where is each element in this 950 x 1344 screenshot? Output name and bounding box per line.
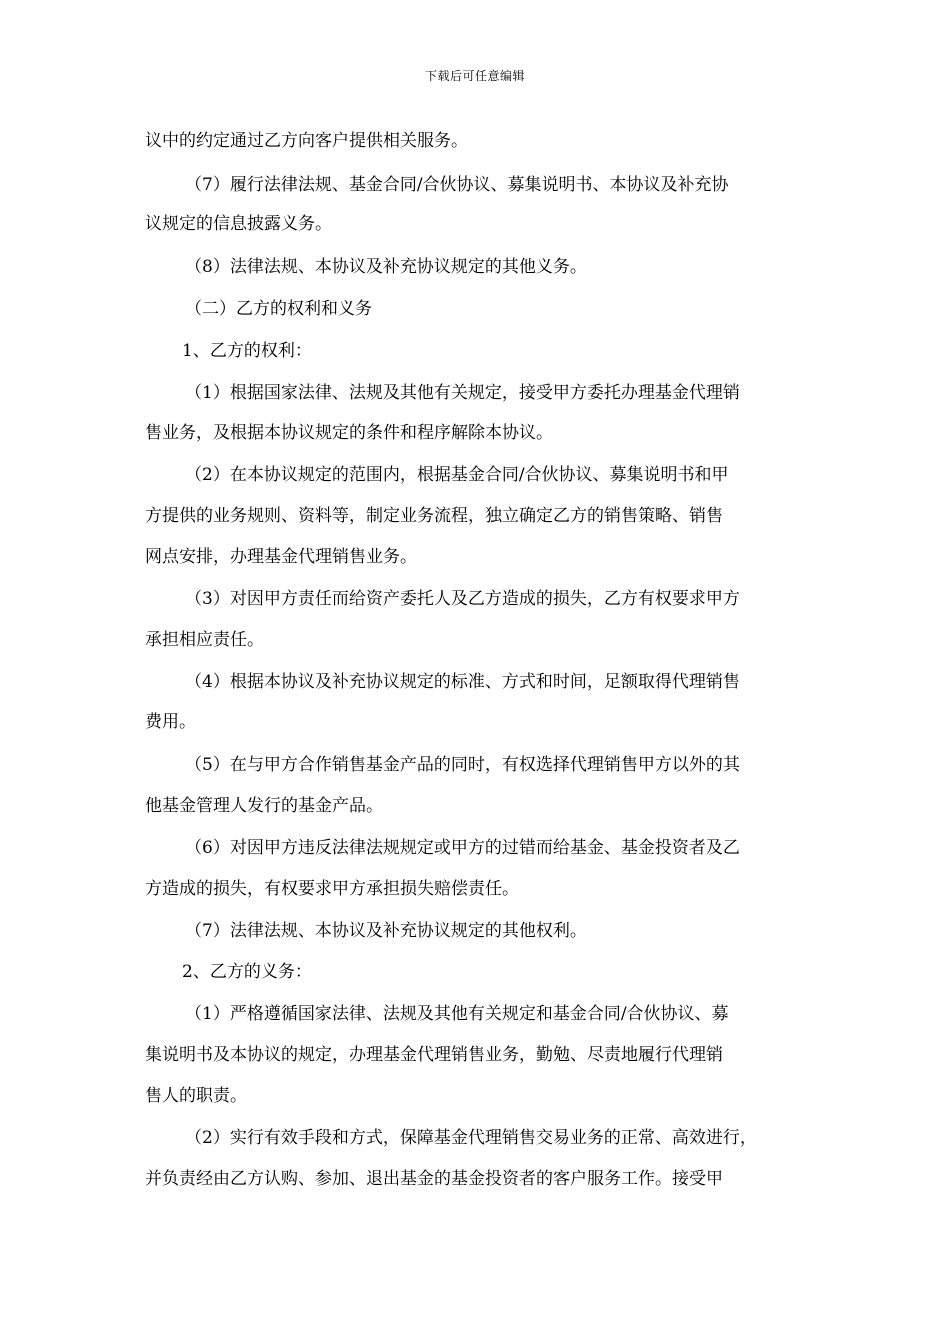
text-line: （3）对因甲方责任而给资产委托人及乙方造成的损失，乙方有权要求甲方 [185,589,740,609]
text-line: （7）法律法规、本协议及补充协议规定的其他权利。 [185,921,587,941]
text-line: 售人的职责。 [145,1086,247,1106]
text-line: （5）在与甲方合作销售基金产品的同时，有权选择代理销售甲方以外的其 [185,755,740,775]
text-line: 方造成的损失，有权要求甲方承担损失赔偿责任。 [145,879,519,899]
section-heading: （二）乙方的权利和义务 [185,299,372,319]
text-line: （4）根据本协议及补充协议规定的标准、方式和时间，足额取得代理销售 [185,672,740,692]
text-line: （1）严格遵循国家法律、法规及其他有关规定和基金合同/合伙协议、募 [185,1004,729,1024]
text-line: （2）实行有效手段和方式，保障基金代理销售交易业务的正常、高效进行， [185,1128,757,1148]
text-line: 集说明书及本协议的规定，办理基金代理销售业务，勤勉、尽责地履行代理销 [145,1045,723,1065]
text-line: 方提供的业务规则、资料等，制定业务流程，独立确定乙方的销售策略、销售 [145,506,723,526]
text-line: 议规定的信息披露义务。 [145,214,332,234]
text-line: （1）根据国家法律、法规及其他有关规定，接受甲方委托办理基金代理销 [185,383,740,403]
text-line: 网点安排，办理基金代理销售业务。 [145,547,417,567]
text-line: （8）法律法规、本协议及补充协议规定的其他义务。 [185,257,587,277]
text-line: 费用。 [145,712,196,732]
subsection-heading: 2、乙方的义务： [182,962,312,982]
text-line: 承担相应责任。 [145,630,264,650]
subsection-heading: 1、乙方的权利： [182,341,312,361]
text-line: 议中的约定通过乙方向客户提供相关服务。 [145,131,468,151]
text-line: 售业务，及根据本协议规定的条件和程序解除本协议。 [145,423,553,443]
text-line: 他基金管理人发行的基金产品。 [145,796,383,816]
text-line: （2）在本协议规定的范围内，根据基金合同/合伙协议、募集说明书和甲 [185,465,729,485]
text-line: 并负责经由乙方认购、参加、退出基金的基金投资者的客户服务工作。接受甲 [145,1169,723,1189]
text-line: （6）对因甲方违反法律法规规定或甲方的过错而给基金、基金投资者及乙 [185,838,740,858]
page-header: 下载后可任意编辑 [424,69,525,83]
text-line: （7）履行法律法规、基金合同/合伙协议、募集说明书、本协议及补充协 [185,175,729,195]
